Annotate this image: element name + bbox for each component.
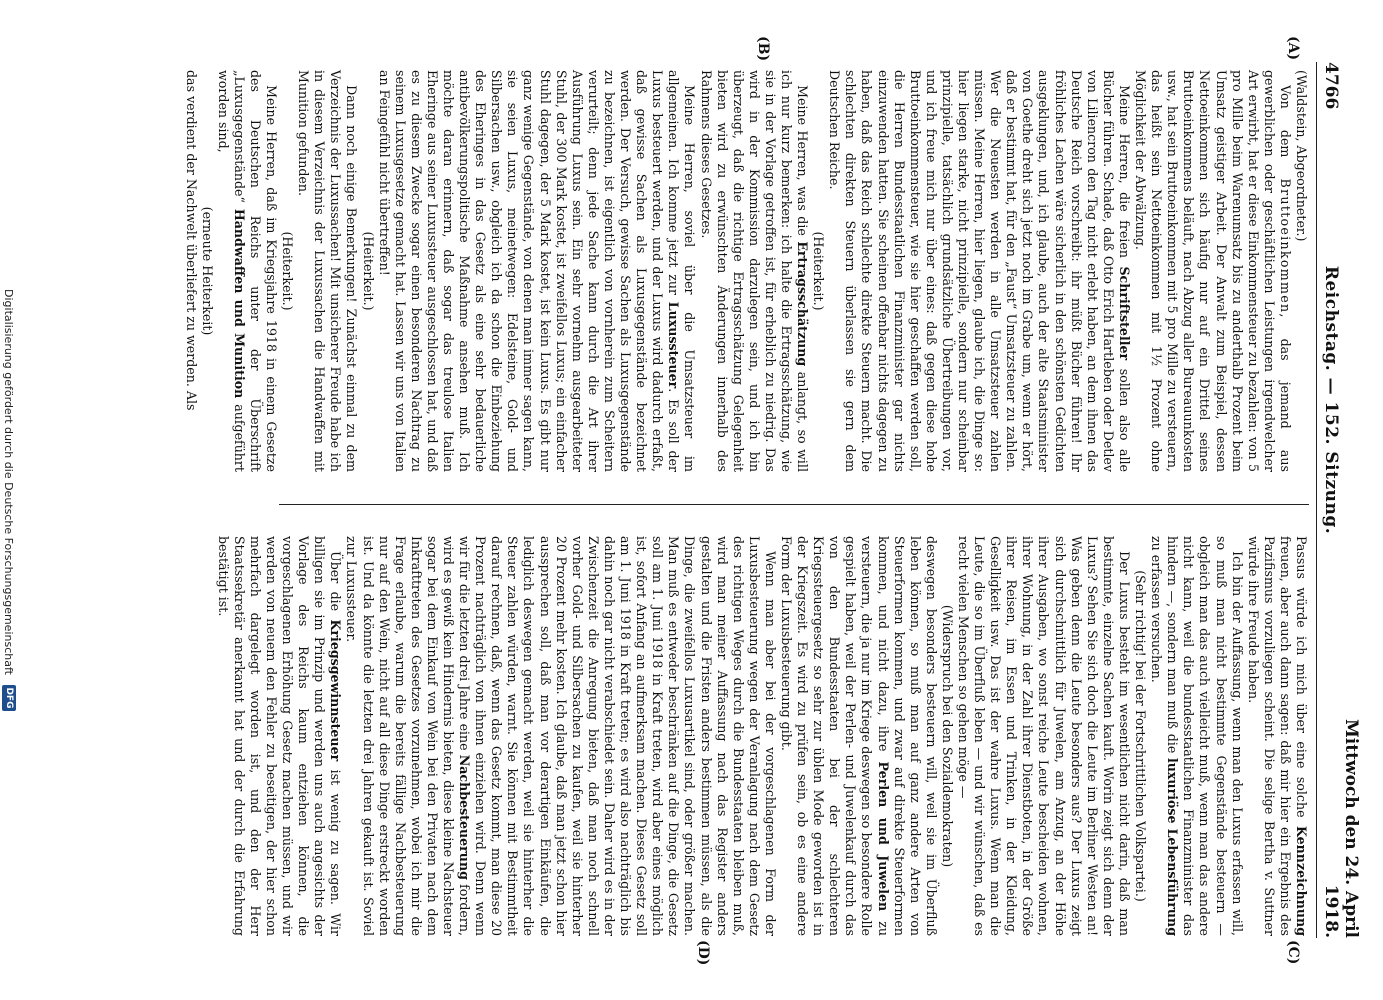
margin-letter-d: (D) [695,940,711,966]
paragraph: Passus würde ich mich über eine solche Kennzeichnung freuen, aber auch dann sagen: daß mir hier ein Ergebnis des Pazifismus vorzuliegen scheint. Die selige Bertha v. Suttner würde ihre Freude haben. [1245,536,1309,936]
page-header [1321,62,1361,938]
digitization-credit [2,0,16,1000]
speaker-label: (Waldstein, Abgeordneter.) [1294,70,1309,242]
right-column [64,536,1309,936]
credit-text: Digitalisierung gefördert durch die Deutsche Forschungsgemeinschaft [2,289,16,675]
paragraph: deswegen besonders besteuern will, weil sie im Überfluß leben können, so muß man auf ganz andere Arten von Steuerformen kommen, und zwar auf direkte Steuerformen kommen, und nicht dazu, ihre Perlen und Juwelen zu versteuern, die ja nur im Kriege deswegen so besondere Rolle gespielt haben, weil der Perlen- und Juwelenkauf durch das von den Bundesstaaten bei der schlechteren Kriegssteuergesetz so sehr zur üblen Mode geworden ist in der Kriegszeit. Es wird zu prüfen sein, ob es eine andere Form der Luxusbesteuerung gibt. [779,536,939,937]
paragraph: Meine Herren, soviel über die Umsatzsteuer im allgemeinen. Ich komme jetzt zur Luxussteuer. Es soll der Luxus besteuert werden, und der Luxus wird dadurch erfaßt, daß gewisse Sachen als Luxusgegenstände bezeichnet werden. Der Versuch, gewisse Sachen als Luxusgegenstände zu bezeichnen, ist eigentlich von vornherein zum Scheitern verurteilt; denn jede Sache kann durch die Art ihrer Ausführung Luxus sein. Ein sehr vornehm ausgearbeiteter Stuhl, der 300 Mark kostet, ist zweifellos Luxus; ein einfacher Stuhl dagegen, der 5 Mark kostet, ist kein Luxus. Es gibt nur ganz wenige Gegenstände, von denen man immer sagen kann, sie seien Luxus, meinetwegen: Edelsteine, Gold- und Silbersachen usw., obgleich ich da schon die Einbeziehung des Eheringes in das Gesetz als eine sehr bedauerliche antibevölkerungspolitische Maßnahme ansehen muß. Ich möchte daran erinnern, daß sogar das treulose Italien Eheringe aus seiner Luxussteuer ausgeschlossen hat, und daß es zu diesem Zwecke sogar einen besonderen Nachtrag zu seinem Luxusgesetze gemacht hat. Lassen wir uns von Italien an Feingefühl nicht übertreffen! [376,70,698,472]
left-column [64,70,1309,472]
paragraph: das verdient der Nachwelt überliefert zu werden. Als [183,70,199,411]
paragraph: Ich bin der Auffassung, wenn man den Luxus erfassen will, so muß man nicht bestimmte Gegenstände besteuern — obgleich man das auch vielleicht muß, wenn man das andere nicht kann, weil die bundesstaatlichen Finanzminister das hindern —, sondern man muß die luxuriöse Lebensführung zu erfassen versuchen. [1149,536,1245,936]
paragraph: Meine Herren, die freien Schriftsteller sollen also alle Bücher führen. Schade, daß Otto Erich Hartleben oder Detlev von Liliencron den Tag nicht erlebt haben, an dem ihnen das Deutsche Reich vorschreibt: ihr müßt Bücher führen! Ihr fröhliches Lachen wäre sicherlich in den schönsten Gedichten ausgeklungen, und, ich glaube, auch der alte Staatsminister von Goethe dreht sich jetzt noch im Grabe um, wenn er hört, daß er bestimmt hat, für den „Faust“ Umsatzsteuer zu zahlen. Wer die Neuesten werden in alle Umsatzsteuer zahlen müssen. Meine Herren, hier liegen, glaube ich, die Dinge so: hier liegen starke, nicht prinzipielle, sondern nur scheinbar prinzipielle, tatsächlich grundsätzliche Übertreibungen vor, und ich freue mich nur über eines: daß gegen diese hohe Bruttoeinkommensteuer, wie sie hier geschaffen werden soll, die Herren Bundesstaatlichen Finanzminister gar nichts einzuwenden hatten. Sie scheinen offenbar nichts dagegen zu haben, daß das Reich schlechte direkte Steuern macht. Die schlechten direkten Steuern überlassen sie gern dem Deutschen Reiche. [827,70,1132,472]
session-date: Mittwoch den 24. April 1918. [1321,718,1361,938]
interjection: (Widerspruch bei den Sozialdemokraten) [939,604,955,868]
header-rule [1316,62,1317,938]
interjection: (erneute Heiterkeit) [199,206,215,336]
paragraph: Meine Herren, was die Ertragsschätzung anlangt, so will ich nur kurz bemerken: ich halte die Ertragsschätzung, wie sie in der Vorlage getroffen ist, für erheblich zu niedrig. Das wird in der Kommission darzulegen sein, und ich bin überzeugt, daß die richtige Ertragsschätzung Gelegenheit bieten wird zu erwünschten Änderungen innerhalb des Rahmens dieses Gesetzes. [698,70,811,472]
margin-letter-c: (C) [1285,940,1301,965]
interjection: (Sehr richtig! bei der Fortschrittlichen Volkspartei.) [1133,570,1149,902]
paragraph: Über die Kriegsgewinnsteuer ist wenig zu sagen. Wir billigen sie im Prinzip und werden uns auch angesichts der Vorlage des Reichs kaum entziehen können, die vorgeschlagenen Erhöhung Gesetz machen müssen, und wir werden von neuem den Fehler zu beseitigen, der hier schon mehrfach dargelegt worden ist, und den der Herr Staatssekretär anerkannt hat und der durch die Erfahrung bestätigt ist. [215,536,344,936]
interjection: (Heiterkeit.) [280,231,296,311]
paragraph: Dann noch einige Bemerkungen! Zunächst einmal zu dem Verzeichnis der Luxussachen! Mit unsicherer Freude habe ich in diesem Verzeichnis der Luxussachen die Handwaffen mit Munition gefunden. [296,70,360,472]
running-title: Reichstag. — 152. Sitzung. [1321,265,1341,535]
margin-letter-b: (B) [755,36,771,62]
paragraph: Der Luxus besteht im wesentlichen nicht darin, daß man bestimmte, einzelne Sachen kauft. Worin zeigt sich denn der Luxus? Sehen Sie sich doch die Leute im Berliner Westen an! Was geben denn die Leute besonders aus? Der Luxus zeigt sich durchschnittlich für Juwelen, am Anzug, an der Höhe ihrer Ausgaben, wo sonst reiche Leute bescheiden wohnen, ihrer Wohnung, in der Zahl ihrer Dienstboten, in der Größe ihrer Reisen, im Essen und Trinken, in der Kleidung, Geselligkeit usw. Das ist der wahre Luxus. Wenn man die Leute, die so im Überfluß leben — und wir wünschen, daß es recht vielen Menschen so gehen möge — [956,536,1132,936]
dfg-logo: DFG [2,685,16,711]
column-rule [279,504,1309,505]
paragraph: Wenn man aber bei der vorgeschlagenen Form der Luxusbesteuerung wegen der Veranlagung nach dem Gesetz des richtigen Weges durch die Bundesstaaten bleiben muß, wird man meiner Auffassung nach das Register anders gestalten und die Fristen anders bestimmen müssen, als die Dinge, die zweifellos Luxusartikel sind, oder größer machen. Man muß es entweder beschränken auf die Dinge, die Gesetz soll am 1. Juni 1918 in Kraft treten, wird aber eines möglich ist, sofort Anfang an aufmerksam machen. Dieses Gesetz soll am 1. Juni 1918 in Kraft treten; es wird also nachträglich bis dahin noch gar nicht verabschiedet sein. Daher wird es in der Zwischenzeit die Anregung bieten, daß man noch schnell vorher Gold- und Silbersachen zu kaufen, weil sie hinterher 20 Prozent mehr kosten. Ich glaube, daß man jetzt schon hier aussprechen soll, daß man vor derartigen Einkäufen, die lediglich deswegen gemacht werden, weil sie hinterher die Steuer zahlen würden, warnt. Sie können mit Bestimmtheit darauf rechnen, daß, wenn das Gesetz kommt, man diese 20 Prozent nachträglich von ihnen einziehen wird. Denn wenn wir für die letzten drei Jahre eine Nachbesteuerung fordern, wird es gewiß kein Hindernis bieten, diese kleine Nachsteuer sogar bei dem Einkauf von Wein bei den Privaten nach dem Inkrafttreten des Gesetzes vorzunehmen, wobei ich mir die Frage erlaube, warum die bereits fällige Nachbesteuerung nur auf den Wein, nicht auf all diese Dinge erstreckt worden ist. Und da könnte die letzten drei Jahren gekauft ist. Soviel zur Luxussteuer. [344,536,778,936]
interjection: (Heiterkeit.) [811,231,827,311]
page-number: 4766 [1321,62,1341,110]
interjection: (Heiterkeit.) [360,231,376,311]
paragraph: Von dem Bruttoeinkommen, das jemand aus gewerblichen oder geschäftlichen Leistungen irgendwelcher Art erwirbt, hat er diese Einkommensteuer zu bezahlen: von 5 pro Mille beim Warenumsatz bis zu anderthalb Prozent beim Umsatz geistiger Arbeit. Der Anwalt zum Beispiel, dessen Nettoeinkommen sich häufig nur auf ein Drittel seines Bruttoeinkommens beläuft, nach Abzug aller Bureauunkosten usw., hat sein Bruttoeinkommen mit 5 pro Mille zu versteuern, das heißt sein Nettoeinkommen mit 1½ Prozent ohne Möglichkeit der Abwälzung. [1133,70,1293,472]
paragraph: Meine Herren, daß im Kriegsjahre 1918 in einem Gesetze des Deutschen Reichs unter der Überschrift „Luxusgegenstände“ Handwaffen und Munition aufgeführt worden sind, [215,70,279,472]
margin-letter-a: (A) [1285,36,1301,61]
